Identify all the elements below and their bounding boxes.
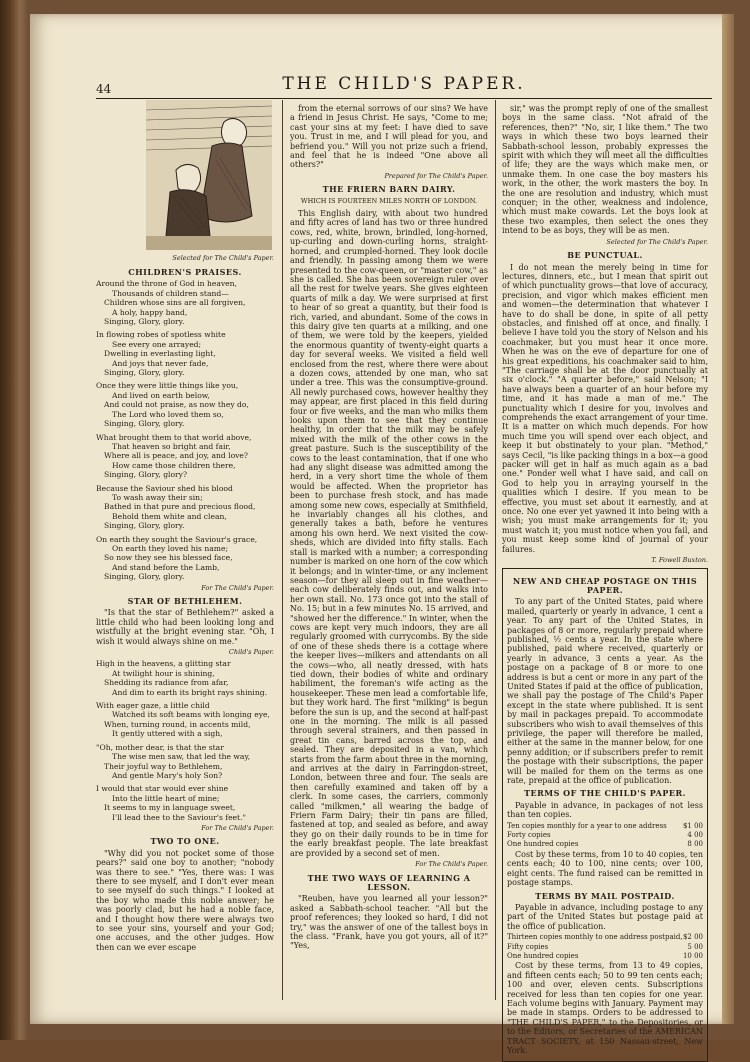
poem-line: See every one arrayed; (96, 340, 274, 349)
rate-row (507, 840, 703, 849)
two-to-one-body: "Why did you not pocket some of those pears?" said one boy to another; "nobody was there to see." "Yes, there was: I was there to see myself, and I don't ever mean to see myself do such things." I looked at the boy who made this noble answer; he was poorly clad, but he had a noble face, and I thought how there were always two to see your sins, yourself and your God; one accuses, and the other judges. How then can we ever escape (96, 849, 274, 952)
poem-line: Once they were little things like you, (96, 381, 274, 390)
poem-line: I would that star would ever shine (96, 784, 274, 793)
masthead-title: THE CHILD'S PAPER. (96, 74, 712, 94)
punctual-credit: Selected for The Child's Paper. (502, 238, 708, 247)
poem-line: How came those children there, (96, 461, 274, 470)
poem-line: Around the throne of God in heaven, (96, 279, 274, 288)
poem-line: That heaven so bright and fair, (96, 442, 274, 451)
poem-line: Into the little heart of mine; (96, 794, 274, 803)
rate-label: Thirteen copies monthly to one address postpaid, (507, 933, 683, 942)
star-of-bethlehem-title: STAR OF BETHLEHEM. (96, 597, 274, 606)
poem-line: Shedding its radiance from afar, (96, 678, 274, 687)
postage-title: NEW AND CHEAP POSTAGE ON THIS PAPER. (507, 577, 703, 596)
poem-line: Thousands of children stand— (96, 289, 274, 298)
mail-rates (507, 933, 703, 961)
poem-line: On earth they loved his name; (96, 544, 274, 553)
column-divider-2 (495, 100, 496, 1000)
poem-line: The wise men saw, that led the way, (96, 752, 274, 761)
star-intro-credit: Child's Paper. (96, 648, 274, 657)
poem-line: I'll lead thee to the Saviour's feet." (96, 813, 274, 822)
poem-line: Singing, Glory, glory. (96, 317, 274, 326)
rate-row (507, 952, 703, 961)
poem-line: Singing, Glory, glory. (96, 521, 274, 530)
rate-label: Forty copies (507, 831, 551, 840)
column-divider-1 (282, 100, 283, 1000)
poem-line: Their joyful way to Bethlehem, (96, 762, 274, 771)
poem-line: To wash away their sin; (96, 493, 274, 502)
poem-line: When, turning round, in accents mild, (96, 720, 274, 729)
poem-line: Singing, Glory, glory. (96, 368, 274, 377)
rate-label: Ten copies monthly for a year to one address (507, 822, 667, 831)
poem-line: Because the Saviour shed his blood (96, 484, 274, 493)
poem-line: The Lord who loved them so, (96, 410, 274, 419)
rate-row (507, 831, 703, 840)
rate-row (507, 822, 703, 831)
rate-price: 10 00 (683, 952, 703, 961)
poem-credit: For The Child's Paper. (96, 584, 274, 593)
poem-line: Singing, Glory, glory. (96, 572, 274, 581)
poem-line: A holy, happy band, (96, 308, 274, 317)
rate-price: $1 00 (683, 822, 703, 831)
column-2 (290, 104, 488, 1004)
col2-continued-text: from the eternal sorrows of our sins? We have a friend in Jesus Christ. He says, "Come to me; cast your sins at my feet: I have died to save you. Trust in me, and I will plead for you, and befriend you." Will you not prize such a friend, and feel that he is indeed "One above all others?" (290, 104, 488, 170)
rate-row (507, 933, 703, 942)
rate-label: One hundred copies (507, 952, 578, 961)
postage-body: To any part of the United States, paid where mailed, quarterly or yearly in advance, 1 cent a year. To any part of the United States, in packages of 8 or more, regularly prepaid where published, ½ cents a year. In the state where published, paid where received, quarterly or yearly in advance, 3 cents a year. As the postage on a package of 8 or more to one address is but a cent or more in any part of the United States if paid at the office of publication, we shall pay the postage of The Child's Paper except in the state where published. It is sent by mail in packages prepaid. To accommodate subscribers who wish to avail themselves of this privilege, the paper will therefore be mailed, either at the same in the manner below, for one penny addition; or if subscribers prefer to remit the postage with their subscriptions, the paper will be mailed for them on the terms as one rate, prepaid at the office of publication. (507, 597, 703, 785)
learning-credit: For The Child's Paper. (290, 860, 488, 869)
rate-price: 4 00 (687, 831, 703, 840)
masthead-rule (96, 98, 712, 99)
poem-line: Singing, Glory, glory? (96, 470, 274, 479)
dairy-body: This English dairy, with about two hundred and fifty acres of land has two or three hundred cows, red, white, brown, brindled, long-horned, up-curling and down-curling horns, straight-horned, and crumpled-horned. They look docile and friendly. In passing among them we were presented to the cow-queen, or "master cow," as she is called. She has been sovereign ruler over all the rest for twelve years. She gives eighteen quarts of milk a day. We were surprised at first to hear of so great a quantity, but their food is rich, varied, and abundant. Some of the cows in this dairy give ten quarts at a milking, and one of them, we were told by the keepers, yielded the enormous quantity of twenty-eight quarts a day for several weeks. We visited a field well enclosed from the rest, where there were about a dozen cows, attended by one man, who sat under a tree. This was the consumptive-ground. All newly purchased cows, however healthy they may appear, are first placed in this field during four or five weeks, and the man who milks them looks upon them to see that they continue healthy, in order that the milk may be safely mixed with the milk of the other cows in the great pasture. Such is the susceptibility of the cows to the least contamination, that if one who had any slight disease was admitted among the herd, in a very short time the whole of them would be affected. When the proprietor has been to purchase fresh stock, and has made among some new cows, especially at Smithfield, he invariably changes all his clothes, and generally takes a bath, before he ventures among his own herd. We next visited the cow-sheds, which are divided into fifty stalls. Each stall is marked with a number; a corresponding number is marked on one horn of the cow which it belongs; and in winter-time, or any inclement season—for they all sleep out in fine weather—each cow deliberately finds out, and walks into her own stall. No. 173 once got into the stall of No. 15; but in a few minutes No. 15 arrived, and "showed her the difference." In winter, when the cows are kept very much indoors, they are all regularly groomed with currycombs. By the side of one of these sheds there is a cottage where the keeper lives—milkers and attendants on all the cows—who, all neatly dressed, with hats tied down, their bodies of white and ordinary habiliment, the foreman's wife acting as the housekeeper. These men lead a comfortable life, but they work hard. The first "milking" is begun before the sun is up, and the second at half-past one in the morning. The milk is all passed through several strainers, and then passed in great tin cans, barred across the top, and sealed. They are deposited in a van, which starts from the farm about three in the morning, and arrives at the dairy in Farringdon-street, London, between three and four. The seals are then carefully examined and taken off by a clerk. In some cases, the carriers, commonly called "milkmen," all wearing the badge of Friern Farm Dairy; their tin pans are filled, fastened at top, and sealed as before, and away they go on their daily rounds to be in time for the early breakfast people. The late breakfast are provided by a second set of men. (290, 209, 488, 858)
poem-line: On earth they sought the Saviour's grace, (96, 535, 274, 544)
poem-childrens-praises (96, 279, 274, 581)
poem-line: And gentle Mary's holy Son? (96, 771, 274, 780)
poem-line: And stand before the Lamb, (96, 563, 274, 572)
poem-line: "Oh, mother dear, is that the star (96, 743, 274, 752)
terms-rates (507, 822, 703, 850)
learning-body: "Reuben, have you learned all your lesson?" asked a Sabbath-school teacher. "All but the proof references; they looked so hard, I did not try," was the answer of one of the tallest boys in the class. "Frank, have you got yours, all of it?" "Yes, (290, 894, 488, 950)
star-intro-paragraph: "Is that the star of Bethlehem?" asked a little child who had been looking long and wistfully at the bright evening star. "Oh, I wish it would always shine on me." (96, 608, 274, 646)
poem-line: And dim to earth its bright rays shining. (96, 688, 274, 697)
poem-line: And joys that never fade, (96, 359, 274, 368)
poem-line: In flowing robes of spotless white (96, 330, 274, 339)
column-1 (96, 264, 274, 1004)
poem-line: Singing, Glory, glory. (96, 419, 274, 428)
punctual-body: I do not mean the merely being in time for lectures, dinners, etc., but I mean that spirit out of which punctuality grows—that love of accuracy, precision, and vigor which makes efficient men and women—the determination that whatever I have to do shall be done, in spite of all petty obstacles, and finished off at once, and finally. I believe I have told you the story of Nelson and his coachmaker, but you must hear it once more. When he was on the eve of departure for one of his great expeditions, his coachmaker said to him, "The carriage shall be at the door punctually at six o'clock." "A quarter before," said Nelson; "I have always been a quarter of an hour before my time, and it has made a man of me." The punctuality which I desire for you, involves and comprehends the exact arrangement of your time. It is a matter on which much depends. For how much time you will spend over each object, and keep it but obstinately to your plan. "Method," says Cecil, "is like packing things in a box—a good packer will get in half as much again as a bad one." Ponder well what I have said, and call on God to help you in arraying yourself in the qualities which I desire. If you mean to be effective, you must set about it earnestly, and at once. No one ever yet yawned it into being with a wish; you must make arrangements for it; you must watch it; you must notice when you fail, and you must keep some kind of journal of your failures. (502, 263, 708, 555)
rate-price: 8 00 (687, 840, 703, 849)
poem-star (96, 659, 274, 822)
rate-price: 5 00 (687, 943, 703, 952)
poem-line: High in the heavens, a glitting star (96, 659, 274, 668)
illustration-credit: Selected for The Child's Paper. (96, 254, 274, 262)
poem-line: Watched its soft beams with longing eye, (96, 710, 274, 719)
poem-line: So now they see his blessed face, (96, 553, 274, 562)
col3-continued-text: sir," was the prompt reply of one of the smallest boys in the same class. "Not afraid of the references, then?" "No, sir, I like them." The two ways in which these two boys learned their Sabbath-school lesson, probably expresses the spirit with which they will meet all the difficulties of life; they are the ways which make men, or unmake them. In one case the boy masters his work, in the other, the work masters the boy. In the one are resolution and industry, which must conquer; in the other, weakness and indolence, which must make cowards. Let the boys look at these two examples, then select the ones they intend to be as boys, they will be as men. (502, 104, 708, 236)
poem-line: Bathed in that pure and precious flood, (96, 502, 274, 511)
poem-line: And could not praise, as now they do, (96, 400, 274, 409)
terms-note: Cost by these terms, from 10 to 40 copies, ten cents each; 40 to 100, nine cents; over 100, eight cents. The fund raised can be remitted in postage stamps. (507, 850, 703, 888)
mail-note: Cost by these terms, from 13 to 49 copies, and fifteen cents each; 50 to 99 ten cents each; 100 and over, eleven cents. Subscriptions received for less than ten copies for one year. Each volume begins with January. Payment may be made in stamps. Orders to be addressed to "THE CHILD'S PAPER," to the Depositories, or to the Editors, or Secretaries of the AMERICAN TRACT SOCIETY, at 150 Nassau-street, New York. (507, 961, 703, 1055)
poem-line: Where all is peace, and joy, and love? (96, 451, 274, 460)
poem-line: Behold them white and clean, (96, 512, 274, 521)
poem-line: Children whose sins are all forgiven, (96, 298, 274, 307)
dairy-credit: Prepared for The Child's Paper. (290, 172, 488, 181)
punctual-signature: T. Fowell Buxton. (502, 556, 708, 565)
poem-title-childrens-praises: CHILDREN'S PRAISES. (96, 268, 274, 277)
poem-line: It seems to my in language sweet, (96, 803, 274, 812)
engraving-illustration (146, 100, 272, 250)
mail-title: TERMS BY MAIL POSTPAID. (507, 892, 703, 901)
terms-intro: Payable in advance, in packages of not less than ten copies. (507, 801, 703, 820)
poem-line: What brought them to that world above, (96, 433, 274, 442)
postage-box (502, 568, 708, 1062)
dairy-title: THE FRIERN BARN DAIRY. (290, 185, 488, 194)
page-number: 44 (96, 82, 111, 96)
rate-label: One hundred copies (507, 840, 578, 849)
mail-intro: Payable in advance, including postage to any part of the United States but postage paid at the office of publication. (507, 903, 703, 931)
rate-label: Fifty copies (507, 943, 548, 952)
poem-line: At twilight hour is shining, (96, 669, 274, 678)
poem-line: And lived on earth below, (96, 391, 274, 400)
woman-and-child-engraving (146, 100, 272, 250)
page-edge (722, 14, 734, 1024)
punctual-title: BE PUNCTUAL. (502, 251, 708, 260)
rate-row (507, 943, 703, 952)
rate-price: $2 00 (683, 933, 703, 942)
column-3 (502, 104, 708, 1004)
dairy-subtitle: WHICH IS FOURTEEN MILES NORTH OF LONDON. (290, 197, 488, 206)
learning-title: THE TWO WAYS OF LEARNING A LESSON. (290, 874, 488, 893)
two-to-one-title: TWO TO ONE. (96, 837, 274, 846)
poem2-credit: For The Child's Paper. (96, 824, 274, 833)
terms-title: TERMS OF THE CHILD'S PAPER. (507, 789, 703, 798)
poem-line: Dwelling in everlasting light, (96, 349, 274, 358)
poem-line: It gently uttered with a sigh, (96, 729, 274, 738)
poem-line: With eager gaze, a little child (96, 701, 274, 710)
